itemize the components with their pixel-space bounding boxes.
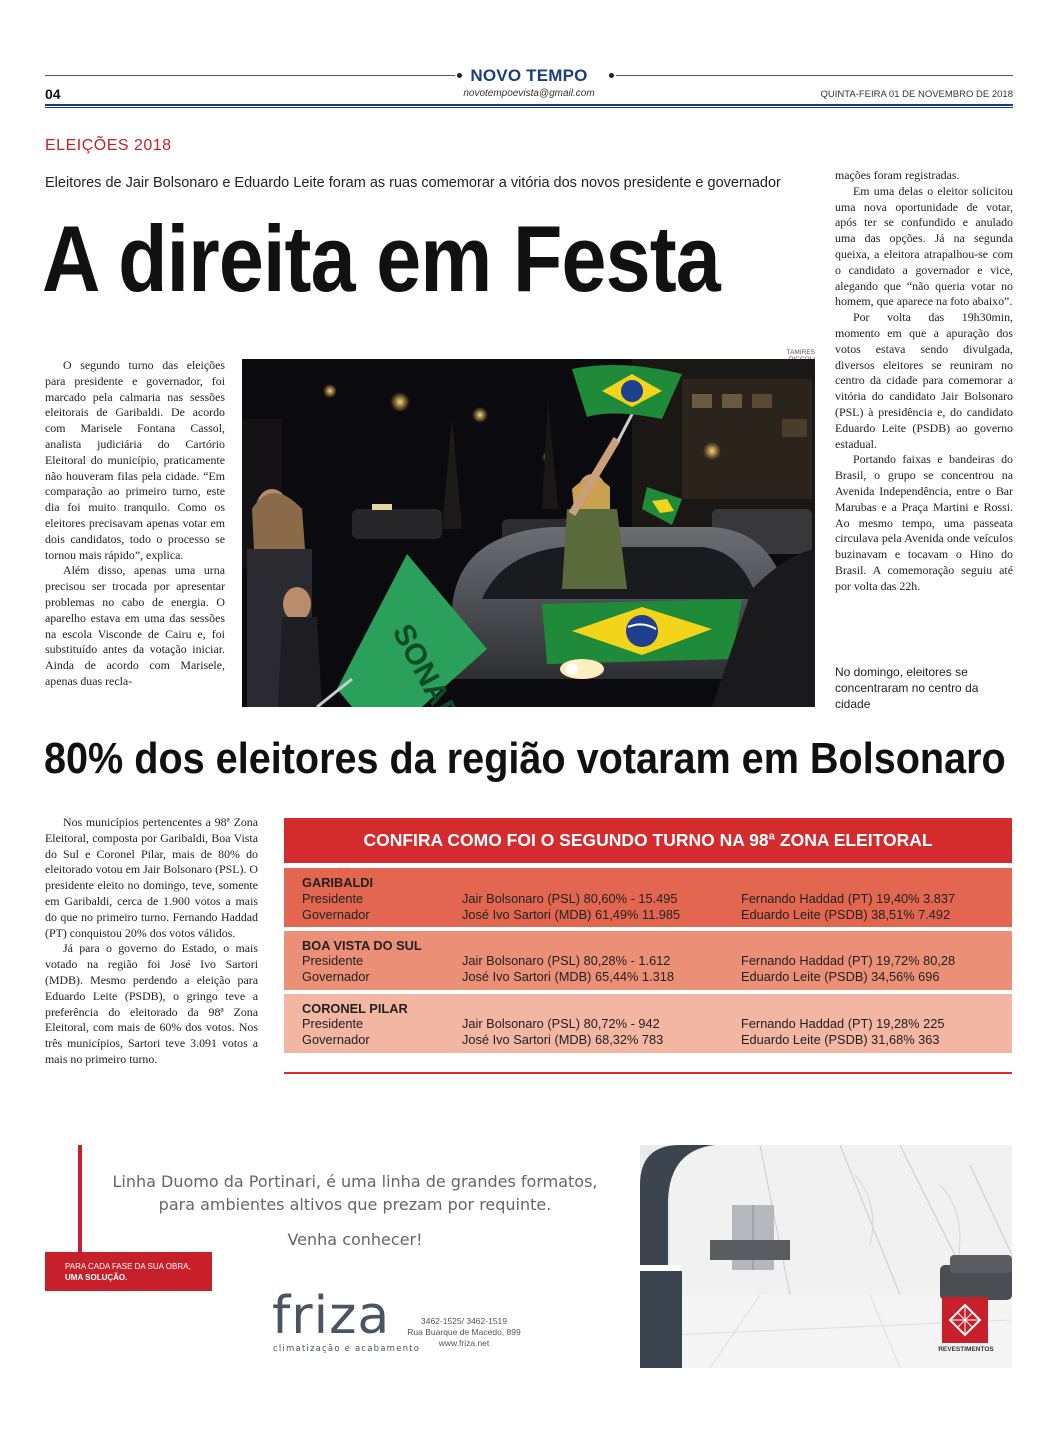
friza-address: Rua Buarque de Macedo, 899: [407, 1327, 521, 1337]
results-city: BOA VISTA DO SUL: [302, 938, 422, 953]
friza-phone: 3462-1525/ 3462-1519: [420, 1316, 508, 1326]
results-city: GARIBALDI: [302, 875, 374, 890]
paragraph: Por volta das 19h30min, momento em que a apuração dos votos estava sendo divulgada, diversos eleitores se reuniram no centro da cidade para comemorar a vitória do candidato Jair Bolsonaro (PSL) à presidência e, do candidato Eduardo Leite (PSDB) ao governo estadual.: [835, 310, 1013, 451]
article-column-left: [45, 358, 225, 690]
tiles-icon: [942, 1297, 988, 1343]
photo-illustration: [242, 359, 815, 707]
paragraph: Nos municípios pertencentes a 98ª Zona Eleitoral, composta por Garibaldi, Boa Vista do Sul e Coronel Pilar, mais de 80% do eleitorado votou em Jair Bolsonaro (PSL). O presidente eleito no domingo, teve, somente em Garibaldi, cerca de 1.900 votos a mais do que no primeiro turno. Fernando Haddad (PT) conquistou 20% dos votos válidos.: [45, 815, 259, 940]
ad-copy-line2: para ambientes altivos que prezam por requinte.: [158, 1195, 552, 1214]
revestimentos-badge: [942, 1297, 988, 1343]
paragraph: Além disso, apenas uma urna precisou ser trocada por apresentar problemas no cabo de energia. O aparelho estava em uma das sessões na escola Visconde de Cairu e, foi substituído antes da votação iniciar. Ainda de acordo com Marisele, apenas duas recla-: [45, 563, 225, 688]
governor-result-a: José Ivo Sartori (MDB) 68,32% 783: [462, 1032, 664, 1047]
governor-result-b: Eduardo Leite (PSDB) 31,68% 363: [741, 1032, 940, 1047]
article-subhead: Eleitores de Jair Bolsonaro e Eduardo Leite foram as ruas comemorar a vitória dos novos presidente e governador: [45, 175, 781, 191]
results-block-boa-vista-do-sul: [284, 931, 1012, 990]
celebration-photo: [242, 359, 815, 707]
paragraph: mações foram registradas.: [835, 168, 960, 182]
article-column-right: [835, 168, 1013, 595]
photo-caption: No domingo, eleitores se concentraram no centro da cidade: [835, 665, 979, 711]
governor-result-a: José Ivo Sartori (MDB) 61,49% 11.985: [462, 907, 681, 922]
masthead-email[interactable]: novotempoevista@gmail.com: [463, 88, 595, 99]
paragraph: Em uma delas o eleitor solicitou uma nova oportunidade de votar, após ter se confundido e anulado uma das opções. Já na segunda queixa, a eleitora atrapalhou-se com o candidato a governador e vice, alegando que “não queria votar no homem, que aparece na foto abaixo”.: [835, 183, 1013, 309]
results-title: CONFIRA COMO FOI O SEGUNDO TURNO NA 98ª ZONA ELEITORAL: [284, 818, 1012, 863]
friza-contact: [405, 1316, 523, 1349]
ad-tagline-box: [45, 1252, 212, 1291]
revestimentos-label: REVESTIMENTOS: [938, 1346, 994, 1353]
ad-cta: Venha conhecer!: [287, 1230, 423, 1249]
governor-label: Governador: [302, 1032, 370, 1047]
masthead-title: NOVO TEMPO: [470, 66, 588, 85]
page-number: 04: [45, 86, 61, 102]
paragraph: Já para o governo do Estado, o mais votado na região foi José Ivo Sartori (MDB). Mesmo perdendo a eleição para Eduardo Leite (PSDB), o gringo teve a preferência do eleitorado da 98ª Zona Eleitoral, com mais de 60% dos votos. Nos três municípios, Sartori teve 3.091 votos a mais no primeiro turno.: [45, 941, 258, 1066]
results-block-coronel-pilar: [284, 994, 1012, 1053]
president-result-a: Jair Bolsonaro (PSL) 80,60% - 15.495: [462, 891, 678, 906]
president-result-a: Jair Bolsonaro (PSL) 80,72% - 942: [462, 1016, 660, 1031]
ad-tagline-line1: PARA CADA FASE DA SUA OBRA,: [65, 1262, 191, 1271]
results-block-garibaldi: [284, 868, 1012, 927]
photo-credit: TAMIRES: [786, 349, 815, 356]
friza-logo[interactable]: friza: [272, 1286, 391, 1346]
ad-tagline-line2: UMA SOLUÇÃO.: [65, 1273, 128, 1282]
governor-label: Governador: [302, 907, 370, 922]
paragraph: O segundo turno das eleições para presidente e governador, foi marcado pela calmaria nas sessões eleitorais de Garibaldi. De acordo com Marisele Fontana Cassol, analista judiciária do Cartório Eleitoral do município, praticamente não houveram filas pela cidade. “Em comparação ao primeiro turno, este dia foi muito tranquilo. Como os eleitores precisavam apenas votar em dois candidatos, todo o processo se tornou mais rápido”, explica.: [45, 358, 225, 562]
article2-headline: 80% dos eleitores da região votaram em Bolsonaro: [44, 734, 1006, 783]
paragraph: Portando faixas e bandeiras do Brasil, o grupo se concentrou na Avenida Independência, entre o Bar Marubas e a Praça Martini e Rossi. Ao mesmo tempo, uma passeata circulava pela Avenida onde veículos buzinavam e tocavam o Hino do Brasil. A comemoração seguiu até por volta das 22h.: [835, 452, 1013, 593]
results-city: CORONEL PILAR: [302, 1001, 408, 1016]
governor-result-b: Eduardo Leite (PSDB) 38,51% 7.492: [741, 907, 951, 922]
ad-accent-line: [78, 1145, 82, 1255]
governor-result-b: Eduardo Leite (PSDB) 34,56% 696: [741, 969, 940, 984]
article-headline: A direita em Festa: [42, 206, 720, 311]
ad-copy-line1: Linha Duomo da Portinari, é uma linha de grandes formatos,: [112, 1172, 598, 1191]
masthead-double-rule: [45, 104, 1013, 108]
president-result-b: Fernando Haddad (PT) 19,28% 225: [741, 1016, 945, 1031]
president-label: Presidente: [302, 891, 364, 906]
president-result-b: Fernando Haddad (PT) 19,40% 3.837: [741, 891, 956, 906]
governor-result-a: José Ivo Sartori (MDB) 65,44% 1.318: [462, 969, 674, 984]
friza-subtitle: climatização e acabamento: [273, 1344, 421, 1354]
president-label: Presidente: [302, 1016, 364, 1031]
masthead-date: QUINTA-FEIRA 01 DE NOVEMBRO DE 2018: [820, 89, 1013, 100]
friza-website[interactable]: www.friza.net: [438, 1338, 490, 1348]
results-bottom-rule: [284, 1072, 1012, 1074]
governor-label: Governador: [302, 969, 370, 984]
article2-column: [45, 815, 258, 1068]
ad-copy: [100, 1170, 610, 1216]
banner-text: SONARO: [385, 618, 477, 707]
president-result-a: Jair Bolsonaro (PSL) 80,28% - 1.612: [462, 953, 671, 968]
president-label: Presidente: [302, 953, 364, 968]
section-label: ELEIÇÕES 2018: [45, 137, 172, 154]
president-result-b: Fernando Haddad (PT) 19,72% 80,28: [741, 953, 956, 968]
